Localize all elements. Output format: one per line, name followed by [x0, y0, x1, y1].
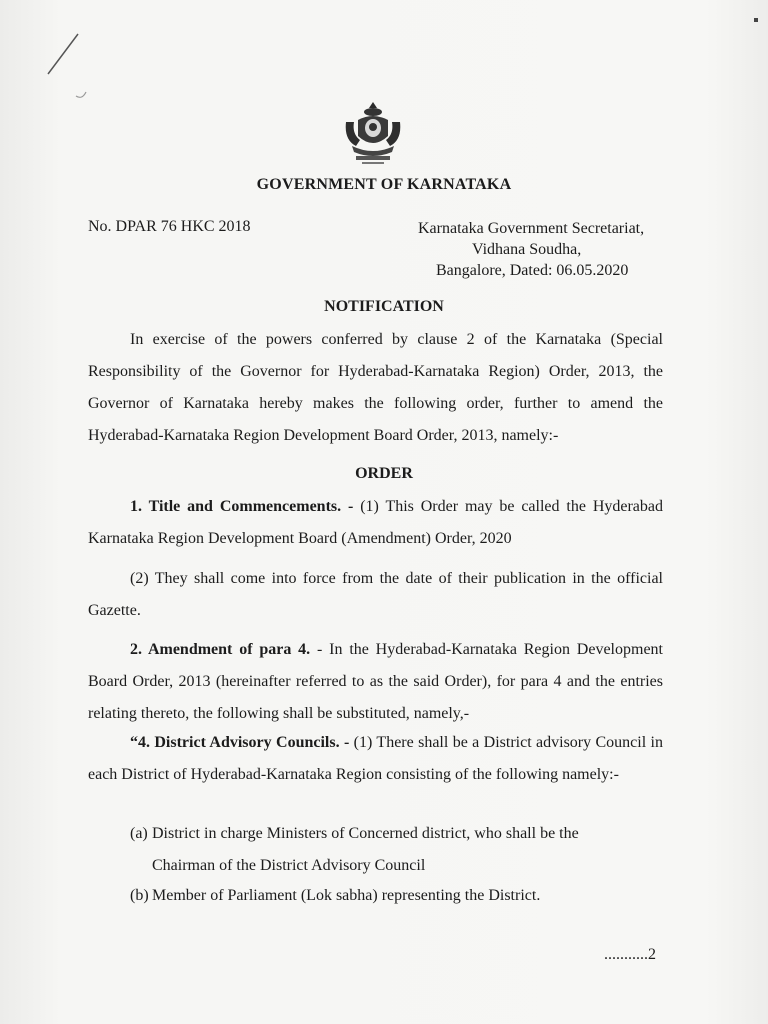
address-line-1: Karnataka Government Secretariat, — [418, 220, 645, 237]
section-2-paragraph — [88, 634, 663, 730]
section-1-2-paragraph — [88, 563, 663, 627]
page-continuation: ...........2 — [604, 946, 656, 963]
section-1-text: (1) This Order may be called the Hyderabad Karnataka Region Development Board (Amendment) Order, 2020 — [88, 498, 663, 547]
item-label: (a) — [130, 825, 148, 842]
reference-number: No. DPAR 76 HKC 2018 — [88, 218, 251, 235]
item-label: (b) — [130, 887, 149, 904]
address-line-2: Vidhana Soudha, — [472, 241, 582, 258]
section-1-paragraph — [88, 491, 663, 555]
section-4-title: “4. District Advisory Councils. - — [130, 734, 350, 751]
order-heading: ORDER — [355, 465, 413, 482]
list-item — [130, 818, 663, 882]
item-text: District in charge Ministers of Concerned district, who shall be the — [152, 825, 579, 842]
section-4-paragraph — [88, 727, 663, 791]
item-text: Member of Parliament (Lok sabha) representing the District. — [152, 887, 541, 904]
address-block — [418, 218, 644, 281]
edge-mark — [754, 18, 758, 22]
preamble-paragraph — [88, 324, 663, 452]
address-line-3: Bangalore, Dated: 06.05.2020 — [436, 262, 629, 279]
section-1-2-text: (2) They shall come into force from the date of their publication in the official Gazette. — [88, 570, 663, 619]
section-2-title: 2. Amendment of para 4. — [130, 641, 311, 658]
item-text-continued: Chairman of the District Advisory Council — [152, 857, 426, 874]
section-1-title: 1. Title and Commencements. - — [130, 498, 354, 515]
section-2-text: - In the Hyderabad-Karnataka Region Development Board Order, 2013 (hereinafter referred to as the said Order), for para 4 and the entries relating thereto, the following shall be substituted, namely,- — [88, 641, 663, 722]
government-title: GOVERNMENT OF KARNATAKA — [256, 176, 512, 193]
preamble-text: In exercise of the powers conferred by clause 2 of the Karnataka (Special Responsibility of the Governor for Hyderabad-Karnataka Region) Order, 2013, the Governor of Karnataka hereby makes the following order, further to amend the Hyderabad-Karnataka Region Development Board Order, 2013, namely:- — [88, 331, 663, 444]
list-item — [130, 880, 663, 912]
pen-mark — [40, 30, 90, 110]
notification-heading: NOTIFICATION — [324, 298, 444, 315]
section-4-text: (1) There shall be a District advisory Council in each District of Hyderabad-Karnataka Region consisting of the following namely:- — [88, 734, 664, 783]
karnataka-emblem-icon — [338, 100, 408, 166]
